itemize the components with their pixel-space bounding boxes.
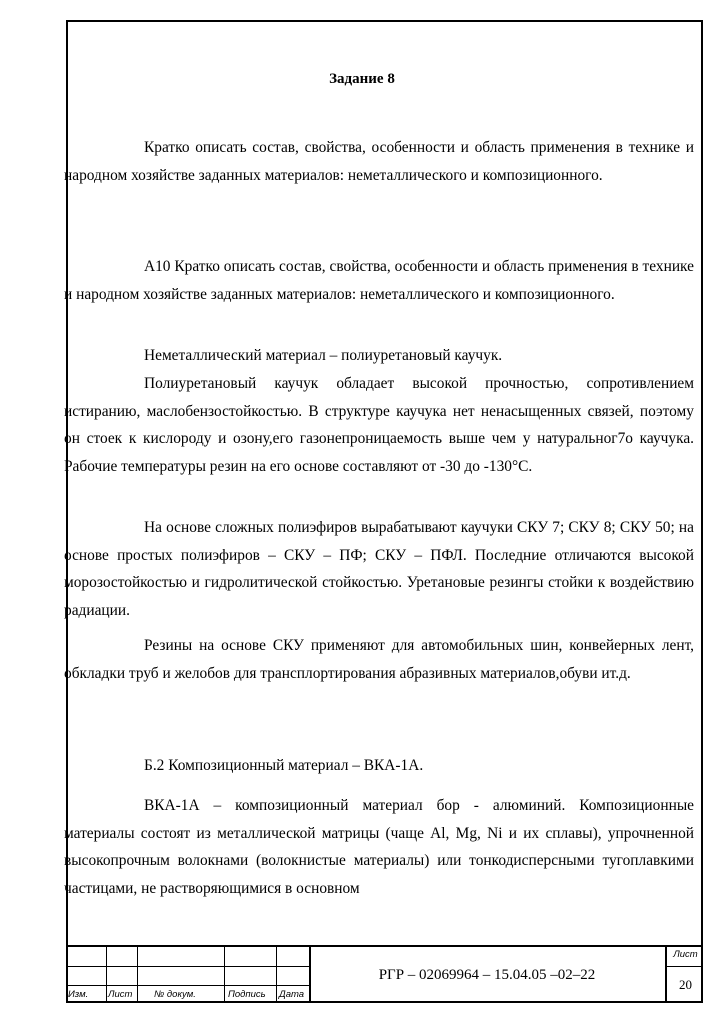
stamp-label-date: Дата: [279, 989, 305, 1000]
paragraph-task: Кратко описать состав, свойства, особенности и область применения в технике и народном хозяйстве заданных материалов: неметаллического и композиционного.: [64, 139, 694, 184]
paragraph-polyurethane-properties: Полиуретановый каучук обладает высокой прочностью, сопротивлением истиранию, маслобензостойкостью. В структуре каучука нет ненасыщенных связей, поэтому он стоек к кислороду и озону,его газонепроницаемость выше чем у натуральног7о каучука. Рабочие температуры резин на его основе составляют от -30 до -130°С.: [64, 375, 694, 476]
paragraph-sku-types: На основе сложных полиэфиров вырабатывают каучуки СКУ 7; СКУ 8; СКУ 50; на основе простых полиэфиров – СКУ – ПФ; СКУ – ПФЛ. Последние отличаются высокой морозостойкостью и гидролитической стойкостью. Уретановые резингы стойки к воздействию радиации.: [64, 519, 694, 620]
stamp-divider: [665, 947, 667, 1003]
stamp-row-line: [66, 966, 309, 967]
paragraph-a10: А10 Кратко описать состав, свойства, особенности и область применения в технике и народном хозяйстве заданных материалов: неметаллического и композиционного.: [64, 258, 694, 303]
paragraph-sku-applications: Резины на основе СКУ применяют для автомобильных шин, конвейерных лент, обкладки труб и желобов для трансплортирования абразивных материалов,обуви ит.д.: [64, 637, 694, 682]
stamp-label-sheet: Лист: [108, 989, 133, 1000]
stamp-label-doc-number: № докум.: [154, 989, 196, 1000]
sheet-label: Лист: [673, 949, 698, 960]
stamp-label-signature: Подпись: [228, 989, 266, 1000]
stamp-divider: [224, 947, 225, 1003]
paragraph-composite-heading: Б.2 Композиционный материал – ВКА-1А.: [144, 757, 424, 774]
stamp-divider: [137, 947, 138, 1003]
page-title: Задание 8: [329, 71, 395, 87]
paragraph-vka-description: ВКА-1А – композиционный материал бор - алюминий. Композиционные материалы состоят из металлической матрицы (чаще Al, Mg, Ni и их сплавы), упрочненной высокопрочным волокнами (волокнистые материалы) или тонкодисперсными тугоплавкими частицами, не растворяющимися в основном: [64, 797, 694, 898]
document-code: РГР – 02069964 – 15.04.05 –02–22: [378, 967, 596, 983]
sheet-number: 20: [679, 977, 692, 992]
stamp-label-change: Изм.: [68, 989, 89, 1000]
stamp-divider: [276, 947, 277, 1003]
stamp-row-line: [665, 966, 703, 967]
paragraph-nonmetal-heading: Неметаллический материал – полиуретановый каучук.: [144, 347, 503, 364]
stamp-divider: [106, 947, 107, 1003]
title-block: [66, 945, 703, 1003]
stamp-row-line: [66, 985, 309, 986]
